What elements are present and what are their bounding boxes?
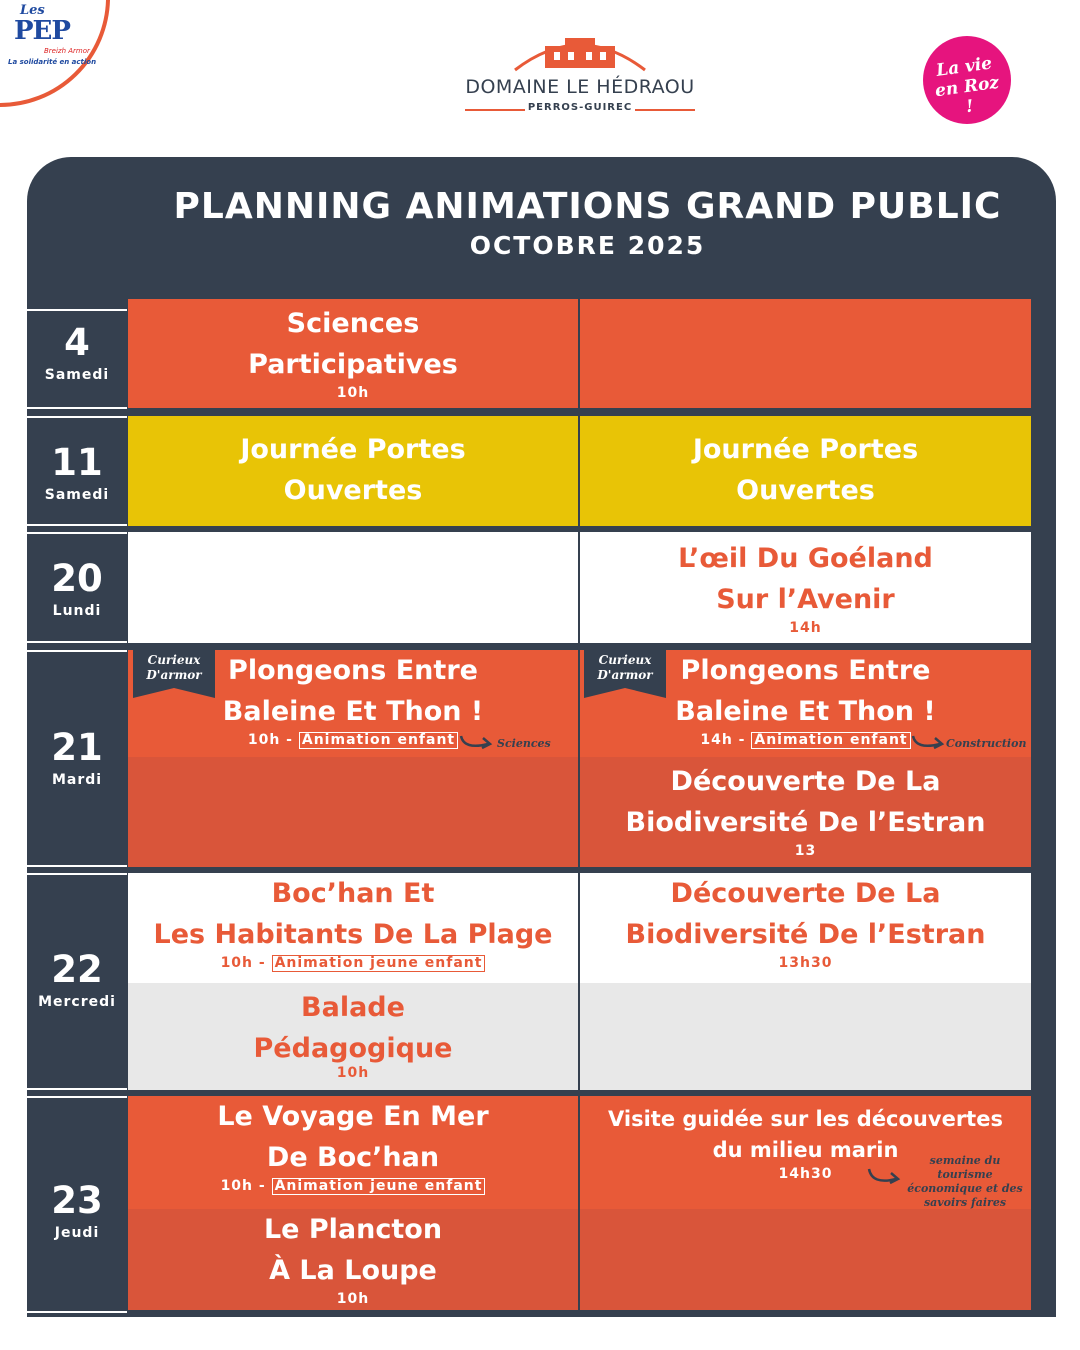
day-number: 23 bbox=[51, 1179, 103, 1222]
day-name: Jeudi bbox=[54, 1225, 100, 1241]
event-time: 10h bbox=[336, 385, 370, 401]
event-title: Le Voyage En Mer bbox=[217, 1101, 489, 1132]
event-portes-ouvertes-left bbox=[128, 416, 578, 526]
event-biodiversite-22 bbox=[580, 873, 1031, 983]
event-title: du milieu marin bbox=[712, 1138, 899, 1162]
page-title: PLANNING ANIMATIONS GRAND PUBLIC bbox=[173, 186, 1002, 227]
event-title: Sciences bbox=[286, 308, 420, 339]
empty-cell bbox=[580, 299, 1031, 408]
event-title: Visite guidée sur les découvertes bbox=[608, 1107, 1003, 1131]
event-title: Journée Portes bbox=[240, 434, 466, 465]
event-title: Sur l’Avenir bbox=[716, 584, 895, 615]
event-title: Biodiversité De l’Estran bbox=[625, 807, 986, 838]
pep-logo-line4: La solidarité en action bbox=[8, 58, 97, 66]
theme-note: Sciences bbox=[497, 737, 551, 750]
event-title: De Boc’han bbox=[266, 1142, 440, 1173]
event-time bbox=[128, 1178, 578, 1195]
event-title: Balade bbox=[301, 992, 405, 1023]
event-portes-ouvertes-right bbox=[580, 416, 1031, 526]
day-number: 22 bbox=[51, 948, 103, 991]
event-time: 13h30 bbox=[778, 955, 833, 971]
day-number: 4 bbox=[64, 321, 90, 364]
day-name: Samedi bbox=[44, 487, 110, 503]
curieux-darmor-ribbon-left bbox=[133, 650, 215, 698]
event-time-value: 10h - bbox=[220, 1178, 266, 1194]
day-name: Mardi bbox=[51, 772, 103, 788]
domaine-logo bbox=[455, 28, 705, 116]
roz-logo-text: La vie en Roz ! bbox=[933, 53, 1001, 118]
event-title: Journée Portes bbox=[692, 434, 919, 465]
pep-logo-line1: Les bbox=[20, 3, 45, 18]
event-voyage-en-mer bbox=[128, 1096, 578, 1209]
event-title: Le Plancton bbox=[263, 1214, 443, 1245]
ribbon-label: Curieux D'armor bbox=[597, 653, 653, 682]
event-title: Biodiversité De l’Estran bbox=[625, 919, 986, 950]
event-title: À La Loupe bbox=[269, 1255, 437, 1286]
event-title: Les Habitants De La Plage bbox=[153, 919, 553, 950]
castle-icon bbox=[510, 28, 650, 73]
pep-logo-line2: PEP bbox=[14, 16, 70, 46]
empty-cell bbox=[580, 1209, 1031, 1310]
curved-arrow-icon bbox=[458, 732, 498, 752]
page-subtitle: OCTOBRE 2025 bbox=[469, 231, 706, 260]
day-label-22 bbox=[27, 873, 127, 1090]
event-balade-pedagogique bbox=[128, 983, 578, 1090]
event-title: Découverte De La bbox=[670, 766, 941, 797]
event-time: 10h bbox=[336, 1291, 370, 1307]
roz-logo bbox=[922, 35, 1012, 125]
event-time bbox=[128, 955, 578, 972]
event-title: Pédagogique bbox=[253, 1033, 453, 1064]
event-time-value: 14h - bbox=[700, 732, 746, 748]
column-separator bbox=[578, 299, 580, 1310]
event-time: 14h bbox=[789, 620, 822, 636]
event-title: Ouvertes bbox=[283, 475, 423, 506]
day-name: Samedi bbox=[44, 367, 110, 383]
domaine-place: PERROS-GUIREC bbox=[527, 102, 633, 113]
event-title: Baleine Et Thon ! bbox=[222, 696, 484, 727]
event-biodiversite-21 bbox=[580, 757, 1031, 867]
empty-cell bbox=[580, 983, 1031, 1090]
event-sciences-participatives bbox=[128, 299, 578, 408]
audience-tag: Animation jeune enfant bbox=[272, 955, 486, 972]
event-bochan-habitants bbox=[128, 873, 578, 983]
day-name: Mercredi bbox=[38, 994, 116, 1010]
day-label-23 bbox=[27, 1096, 127, 1313]
domaine-name: DOMAINE LE HÉDRAOU bbox=[465, 76, 695, 98]
day-number: 11 bbox=[51, 441, 103, 484]
day-label-11 bbox=[27, 416, 127, 526]
event-time-value: 10h - bbox=[220, 955, 266, 971]
theme-note: semaine du tourisme économique et des savoirs faires bbox=[907, 1154, 1023, 1209]
curved-arrow-icon bbox=[910, 732, 950, 752]
audience-tag: Animation enfant bbox=[299, 732, 458, 749]
event-time: 13 bbox=[794, 843, 817, 859]
event-title: L’œil Du Goéland bbox=[678, 543, 933, 574]
event-oeil-du-goeland bbox=[580, 532, 1031, 643]
pep-logo bbox=[0, 0, 115, 110]
event-title: Participatives bbox=[248, 349, 458, 380]
event-title: Baleine Et Thon ! bbox=[675, 696, 936, 727]
empty-cell bbox=[128, 757, 578, 867]
event-title: Ouvertes bbox=[736, 475, 875, 506]
event-title: Plongeons Entre bbox=[680, 655, 931, 686]
event-plancton-loupe bbox=[128, 1209, 578, 1310]
event-title: Boc’han Et bbox=[271, 878, 435, 909]
day-label-21 bbox=[27, 650, 127, 867]
day-label-20 bbox=[27, 532, 127, 643]
curieux-darmor-ribbon-right bbox=[584, 650, 666, 698]
event-title: Plongeons Entre bbox=[228, 655, 478, 686]
event-time-value: 10h - bbox=[247, 732, 293, 748]
audience-tag: Animation enfant bbox=[751, 732, 910, 749]
day-number: 20 bbox=[51, 557, 103, 600]
event-title: Découverte De La bbox=[670, 878, 941, 909]
curved-arrow-icon bbox=[866, 1165, 906, 1187]
empty-cell bbox=[128, 532, 578, 643]
day-label-4 bbox=[27, 309, 127, 409]
audience-tag: Animation jeune enfant bbox=[272, 1178, 486, 1195]
ribbon-label: Curieux D'armor bbox=[146, 653, 202, 682]
theme-note: Construction bbox=[946, 737, 1027, 750]
event-time: 14h30 bbox=[778, 1166, 833, 1182]
event-time: 10h bbox=[336, 1065, 370, 1081]
day-name: Lundi bbox=[52, 603, 102, 619]
pep-logo-line3: Breizh Armor bbox=[44, 47, 90, 55]
day-number: 21 bbox=[51, 726, 103, 769]
